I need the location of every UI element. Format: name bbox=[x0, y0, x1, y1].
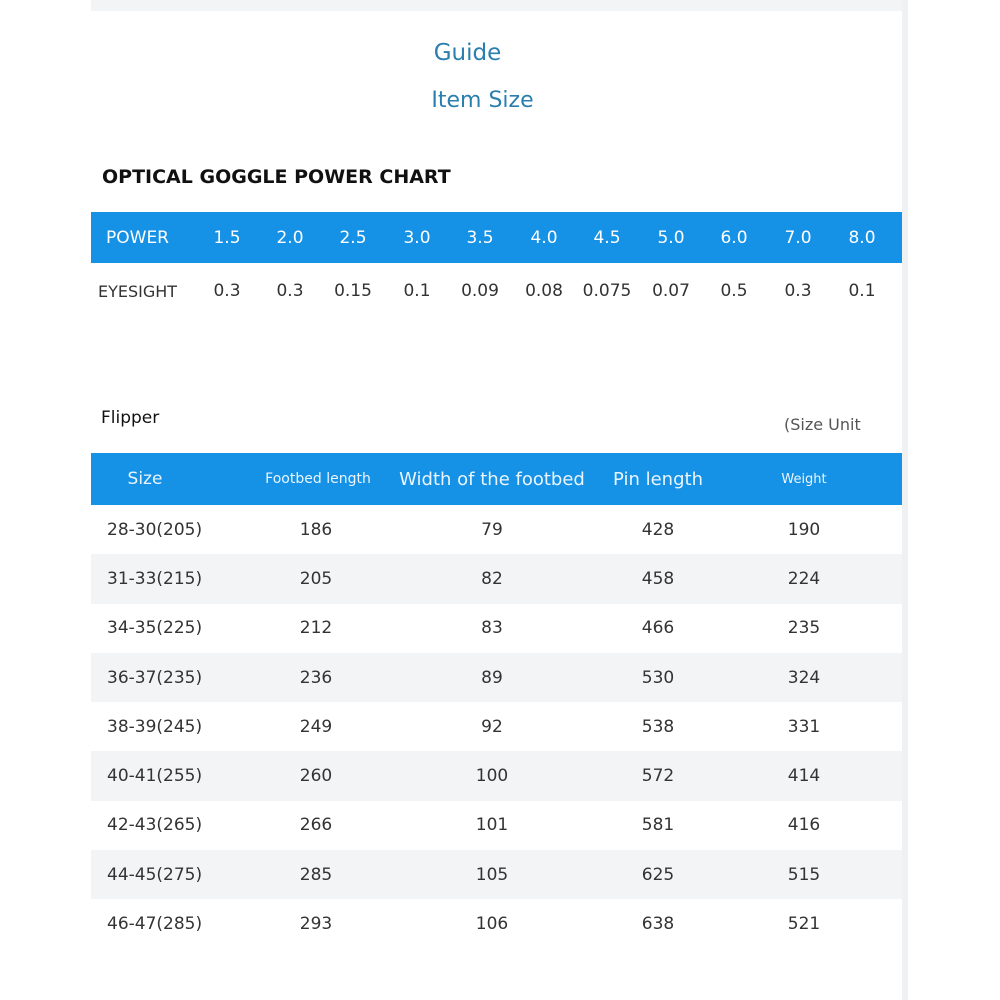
power-value: 2.0 bbox=[276, 227, 304, 248]
pin-length-cell: 530 bbox=[641, 667, 675, 688]
weight-cell: 521 bbox=[787, 914, 821, 935]
eyesight-value: 0.5 bbox=[720, 281, 748, 301]
weight-cell: 414 bbox=[787, 766, 821, 787]
power-value: 3.0 bbox=[403, 227, 431, 248]
power-value: 4.5 bbox=[593, 227, 621, 248]
top-divider bbox=[91, 0, 902, 11]
size-cell: 31-33(215) bbox=[107, 568, 203, 589]
eyesight-value: 0.07 bbox=[652, 281, 690, 301]
power-chart-title: OPTICAL GOGGLE POWER CHART bbox=[102, 166, 451, 188]
footbed-width-cell: 106 bbox=[475, 914, 509, 935]
power-value: 7.0 bbox=[784, 227, 812, 248]
table-row bbox=[91, 653, 902, 702]
eyesight-value: 0.15 bbox=[334, 281, 372, 301]
pin-length-cell: 572 bbox=[641, 766, 675, 787]
weight-cell: 416 bbox=[787, 815, 821, 836]
size-cell: 34-35(225) bbox=[107, 618, 203, 639]
table-row bbox=[91, 751, 902, 800]
power-value: 3.5 bbox=[466, 227, 494, 248]
power-value: 6.0 bbox=[720, 227, 748, 248]
weight-cell: 235 bbox=[787, 618, 821, 639]
size-cell: 28-30(205) bbox=[107, 519, 203, 540]
table-row bbox=[91, 604, 902, 653]
eyesight-value: 0.09 bbox=[461, 281, 499, 301]
power-chart-table bbox=[91, 212, 902, 319]
table-row bbox=[91, 702, 902, 751]
power-value: 1.5 bbox=[213, 227, 241, 248]
footbed-width-cell: 89 bbox=[481, 667, 503, 688]
pin-length-cell: 458 bbox=[641, 568, 675, 589]
page-right-border bbox=[902, 0, 908, 1000]
table-row bbox=[91, 801, 902, 850]
pin-length-cell: 625 bbox=[641, 864, 675, 885]
power-value: 8.0 bbox=[848, 227, 876, 248]
size-cell: 44-45(275) bbox=[107, 864, 203, 885]
size-cell: 36-37(235) bbox=[107, 667, 203, 688]
eyesight-value: 0.1 bbox=[403, 281, 431, 301]
flipper-header-row bbox=[91, 453, 902, 505]
power-value: 5.0 bbox=[657, 227, 685, 248]
guide-title: Guide bbox=[433, 40, 502, 66]
footbed-width-cell: 92 bbox=[481, 716, 503, 737]
size-header: Size bbox=[127, 469, 163, 489]
footbed-width-header: Width of the footbed bbox=[399, 468, 585, 490]
eyesight-value: 0.3 bbox=[213, 281, 241, 301]
footbed-width-cell: 100 bbox=[475, 766, 509, 787]
power-value: 2.5 bbox=[339, 227, 367, 248]
flipper-size-table bbox=[91, 453, 902, 949]
weight-cell: 190 bbox=[787, 519, 821, 540]
footbed-length-cell: 249 bbox=[299, 716, 333, 737]
footbed-width-cell: 83 bbox=[481, 618, 503, 639]
pin-length-header: Pin length bbox=[613, 468, 703, 490]
table-row bbox=[91, 554, 902, 603]
footbed-width-cell: 79 bbox=[481, 519, 503, 540]
footbed-width-cell: 101 bbox=[475, 815, 509, 836]
footbed-width-cell: 82 bbox=[481, 568, 503, 589]
pin-length-cell: 581 bbox=[641, 815, 675, 836]
footbed-length-header: Footbed length bbox=[265, 471, 371, 487]
table-row bbox=[91, 505, 902, 554]
eyesight-value: 0.3 bbox=[784, 281, 812, 301]
eyesight-value: 0.075 bbox=[582, 281, 632, 301]
eyesight-value: 0.1 bbox=[848, 281, 876, 301]
pin-length-cell: 466 bbox=[641, 618, 675, 639]
footbed-length-cell: 260 bbox=[299, 766, 333, 787]
weight-cell: 324 bbox=[787, 667, 821, 688]
power-value: 4.0 bbox=[530, 227, 558, 248]
power-label: POWER bbox=[106, 227, 169, 248]
footbed-length-cell: 285 bbox=[299, 864, 333, 885]
weight-cell: 331 bbox=[787, 716, 821, 737]
eyesight-value: 0.3 bbox=[276, 281, 304, 301]
footbed-length-cell: 205 bbox=[299, 568, 333, 589]
weight-cell: 224 bbox=[787, 568, 821, 589]
pin-length-cell: 638 bbox=[641, 914, 675, 935]
footbed-width-cell: 105 bbox=[475, 864, 509, 885]
size-unit-note: (Size Unit bbox=[784, 415, 861, 434]
power-header-row bbox=[91, 212, 902, 263]
item-size-title: Item Size bbox=[431, 88, 534, 113]
eyesight-row bbox=[91, 263, 902, 319]
pin-length-cell: 538 bbox=[641, 716, 675, 737]
pin-length-cell: 428 bbox=[641, 519, 675, 540]
footbed-length-cell: 236 bbox=[299, 667, 333, 688]
footbed-length-cell: 266 bbox=[299, 815, 333, 836]
size-cell: 40-41(255) bbox=[107, 766, 203, 787]
size-cell: 46-47(285) bbox=[107, 914, 203, 935]
weight-header: Weight bbox=[781, 471, 827, 487]
flipper-title: Flipper bbox=[101, 408, 160, 428]
size-cell: 42-43(265) bbox=[107, 815, 203, 836]
footbed-length-cell: 293 bbox=[299, 914, 333, 935]
footbed-length-cell: 186 bbox=[299, 519, 333, 540]
weight-cell: 515 bbox=[787, 864, 821, 885]
table-row bbox=[91, 899, 902, 948]
footbed-length-cell: 212 bbox=[299, 618, 333, 639]
eyesight-value: 0.08 bbox=[525, 281, 563, 301]
table-row bbox=[91, 850, 902, 899]
eyesight-label: EYESIGHT bbox=[98, 281, 178, 301]
size-cell: 38-39(245) bbox=[107, 716, 203, 737]
